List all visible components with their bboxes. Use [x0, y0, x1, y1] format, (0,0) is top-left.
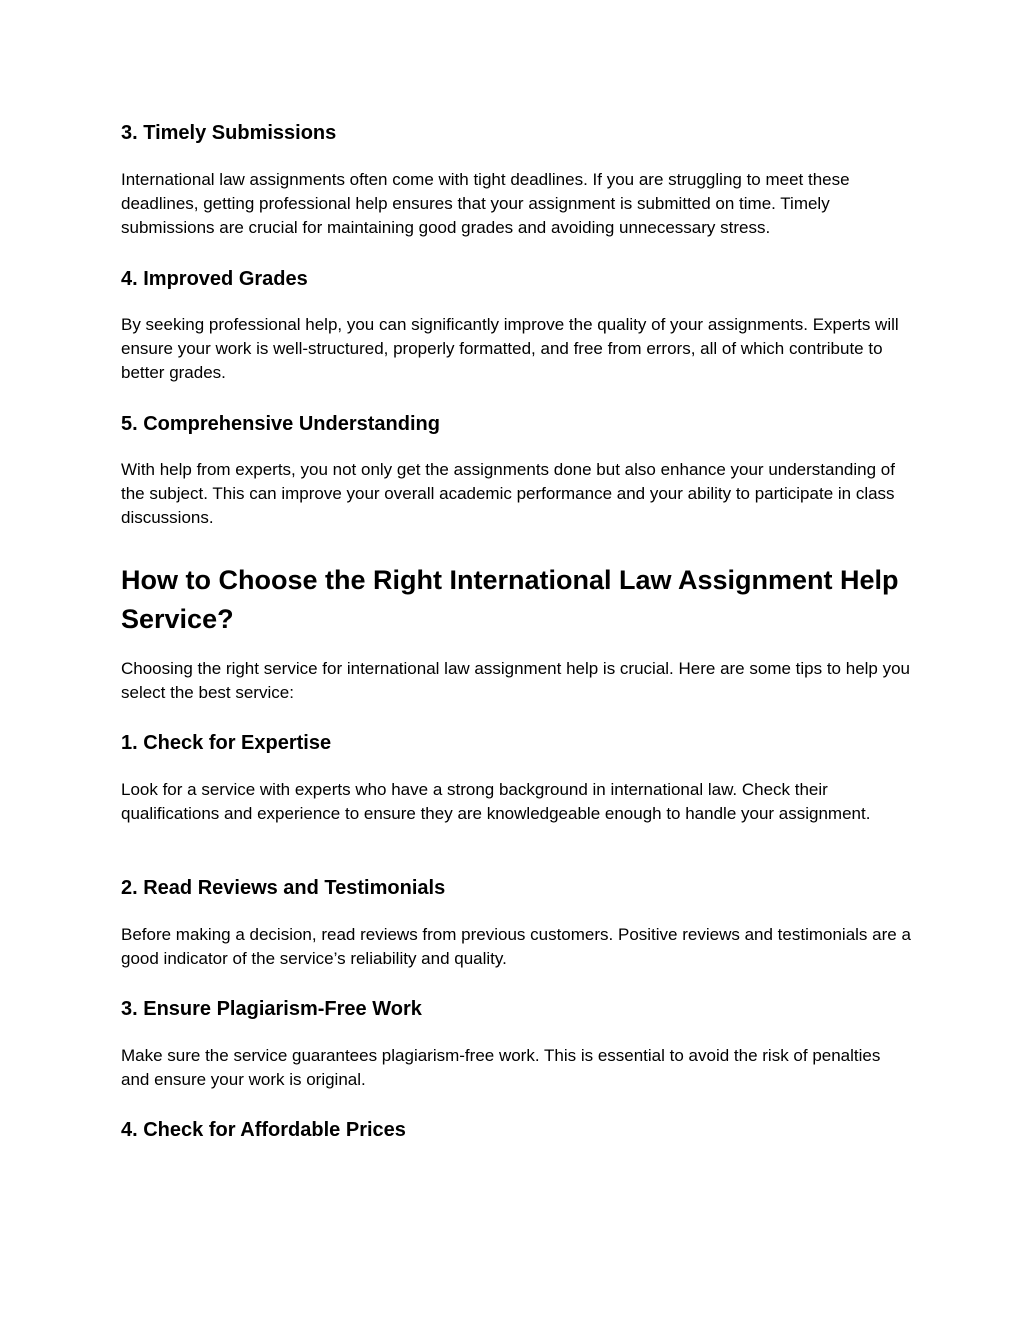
tip-heading-reviews: 2. Read Reviews and Testimonials	[121, 877, 446, 899]
section-heading-comprehensive-understanding: 5. Comprehensive Understanding	[121, 413, 440, 435]
main-heading: How to Choose the Right International Law Assignment Help Service?	[121, 565, 899, 634]
tip-body-expertise: Look for a service with experts who have a strong background in international law. Check their qualifications and experience to ensure they are knowledgeable enough to handle your assignment.	[121, 780, 871, 824]
section-heading-timely-submissions: 3. Timely Submissions	[121, 122, 337, 144]
tip-body-reviews: Before making a decision, read reviews from previous customers. Positive reviews and testimonials are a good indicator of the service’s reliability and quality.	[121, 925, 911, 969]
tip-heading-plagiarism: 3. Ensure Plagiarism-Free Work	[121, 998, 422, 1020]
section-body-timely-submissions: International law assignments often come with tight deadlines. If you are struggling to meet these deadlines, getting professional help ensures that your assignment is submitted on time. Timely submissions are crucial for maintaining good grades and avoiding unnecessary stress.	[121, 170, 850, 238]
section-heading-improved-grades: 4. Improved Grades	[121, 268, 308, 290]
tip-heading-affordable-prices: 4. Check for Affordable Prices	[121, 1119, 406, 1141]
tip-body-plagiarism: Make sure the service guarantees plagiarism-free work. This is essential to avoid the risk of penalties and ensure your work is original.	[121, 1046, 881, 1090]
tip-heading-expertise: 1. Check for Expertise	[121, 732, 332, 754]
section-body-improved-grades: By seeking professional help, you can significantly improve the quality of your assignments. Experts will ensure your work is well-structured, properly formatted, and free from errors, all of which contribute to better grades.	[121, 315, 899, 383]
section-body-comprehensive-understanding: With help from experts, you not only get the assignments done but also enhance your understanding of the subject. This can improve your overall academic performance and your ability to participate in class discussions.	[121, 460, 895, 528]
intro-paragraph: Choosing the right service for international law assignment help is crucial. Here are some tips to help you select the best service:	[121, 659, 911, 703]
